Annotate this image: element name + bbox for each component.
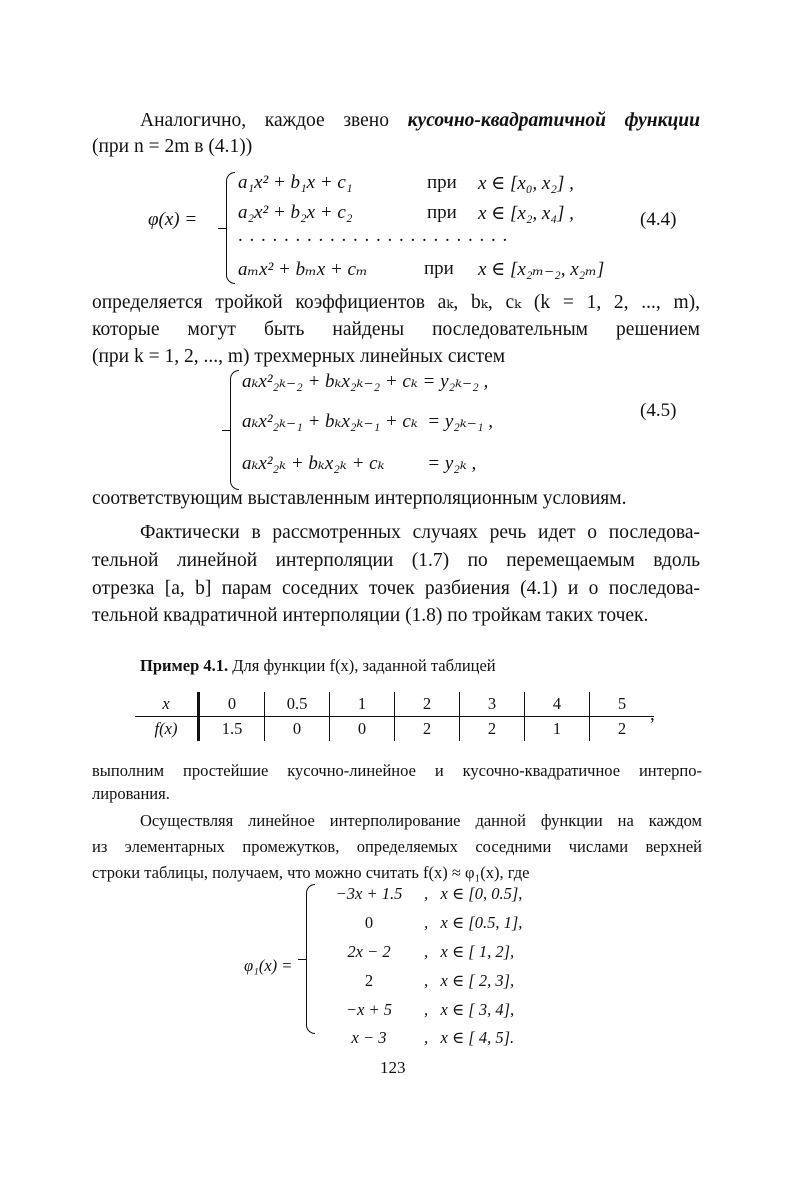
piece-range: , x ∈ [0.5, 1],	[424, 913, 523, 932]
table-header-cell: x	[135, 692, 199, 717]
eq-row-range: x ∈ [x₀, x₂] ,	[478, 173, 574, 194]
table-cell: 5	[590, 692, 655, 717]
piece-range: , x ∈ [ 2, 3],	[424, 971, 515, 990]
table-cell: 4	[525, 692, 590, 717]
piece-expr: −x + 5	[345, 1000, 393, 1019]
paragraph-line: определяется тройкой коэффициентов aₖ, bₖ, cₖ (k = 1, 2, ..., m),	[92, 292, 700, 313]
equation-number: (4.5)	[640, 400, 677, 421]
brace	[226, 172, 235, 284]
equation-lhs: φ(x) =	[148, 209, 198, 230]
eq-row-dots: . . . . . . . . . . . . . . . . . . . . . . . .	[238, 225, 509, 246]
eq-row-range: x ∈ [x₂ₘ₋₂, x₂ₘ]	[478, 259, 605, 280]
paragraph-line: соответствующим выставленным интерполяционным условиям.	[92, 488, 627, 509]
piece-expr: −3x + 1.5	[335, 884, 403, 903]
emphasized-term: кусочно-квадратичной функции	[407, 110, 700, 131]
paragraph-line	[140, 108, 700, 134]
piece-range: , x ∈ [ 3, 4],	[424, 1000, 515, 1019]
equation-number: (4.4)	[640, 209, 677, 230]
table-header-cell: f(x)	[154, 719, 178, 738]
table-cell: 0	[199, 692, 265, 717]
paragraph-line: лирования.	[92, 784, 170, 803]
paragraph-line: из элементарных промежутков, определяемых соседними числами верхней	[92, 837, 702, 856]
paragraph-line: выполним простейшие кусочно-линейное и кусочно-квадратичное интерпо-	[92, 761, 702, 780]
page-number: 123	[380, 1058, 406, 1077]
table-row	[135, 717, 654, 742]
eq-row-cond: при	[424, 258, 454, 279]
table-cell: 3	[460, 692, 525, 717]
equation-lhs: φ₁(x) =	[244, 956, 293, 975]
table-cell: 1	[525, 717, 590, 742]
table-cell: 2	[590, 717, 655, 742]
piece-expr: 0	[364, 913, 374, 932]
piece-range: , x ∈ [ 1, 2],	[424, 942, 515, 961]
paragraph-line: которые могут быть найдены последовательным решением	[92, 319, 700, 340]
eq-row-expr: aₘx² + bₘx + cₘ	[238, 259, 368, 280]
table-cell: 2	[395, 692, 460, 717]
table-cell: 1	[330, 692, 395, 717]
example-label: Пример 4.1.	[140, 656, 229, 675]
eq-row-cond: при	[427, 202, 457, 223]
eq-row: aₖx²₂ₖ₋₂ + bₖx₂ₖ₋₂ + cₖ = y₂ₖ₋₂ ,	[242, 371, 489, 392]
eq-row-expr: a₁x² + b₁x + c₁	[238, 172, 353, 193]
table-cell: 1.5	[199, 717, 265, 742]
example-heading	[140, 653, 750, 679]
paragraph-line: тельной квадратичной интерполяции (1.8) по тройкам таких точек.	[92, 605, 649, 626]
piece-range: , x ∈ [ 4, 5].	[424, 1028, 515, 1047]
eq-row-range: x ∈ [x₂, x₄] ,	[478, 203, 574, 224]
piece-range: , x ∈ [0, 0.5],	[424, 884, 523, 903]
paragraph-line: (при k = 1, 2, ..., m) трехмерных линейных систем	[92, 346, 506, 367]
paragraph-line: строки таблицы, получаем, что можно считать f(x) ≈ φ₁(x), где	[92, 863, 530, 882]
table-cell: 0	[330, 717, 395, 742]
paragraph-line: Осуществляя линейное интерполирование данной функции на каждом	[140, 811, 702, 830]
table-cell: 0.5	[265, 692, 330, 717]
example-text: Для функции f(x), заданной таблицей	[228, 656, 496, 675]
paragraph-line: отрезка [a, b] парам соседних точек разбиения (4.1) и о последова-	[92, 578, 700, 599]
table-cell: 2	[395, 717, 460, 742]
table-row	[135, 692, 654, 717]
eq-row: aₖx²₂ₖ + bₖx₂ₖ + cₖ = y₂ₖ ,	[242, 453, 477, 474]
paragraph-line: Фактически в рассмотренных случаях речь идет о последова-	[140, 522, 700, 543]
eq-row-expr: a₂x² + b₂x + c₂	[238, 202, 353, 223]
table-trailing-comma: ,	[650, 704, 655, 725]
piece-expr: 2x − 2	[347, 942, 391, 961]
table-cell: 0	[265, 717, 330, 742]
paragraph-line: тельной линейной интерполяции (1.7) по перемещаемым вдоль	[92, 550, 700, 571]
piece-expr: x − 3	[351, 1028, 387, 1047]
eq-row-cond: при	[427, 172, 457, 193]
eq-row: aₖx²₂ₖ₋₁ + bₖx₂ₖ₋₁ + cₖ = y₂ₖ₋₁ ,	[242, 411, 493, 432]
data-table	[135, 692, 654, 741]
text: Аналогично, каждое звено	[140, 110, 408, 131]
table-cell: 2	[460, 717, 525, 742]
piece-expr: 2	[364, 971, 374, 990]
paragraph-line: (при n = 2m в (4.1))	[92, 136, 253, 157]
brace	[230, 370, 239, 490]
